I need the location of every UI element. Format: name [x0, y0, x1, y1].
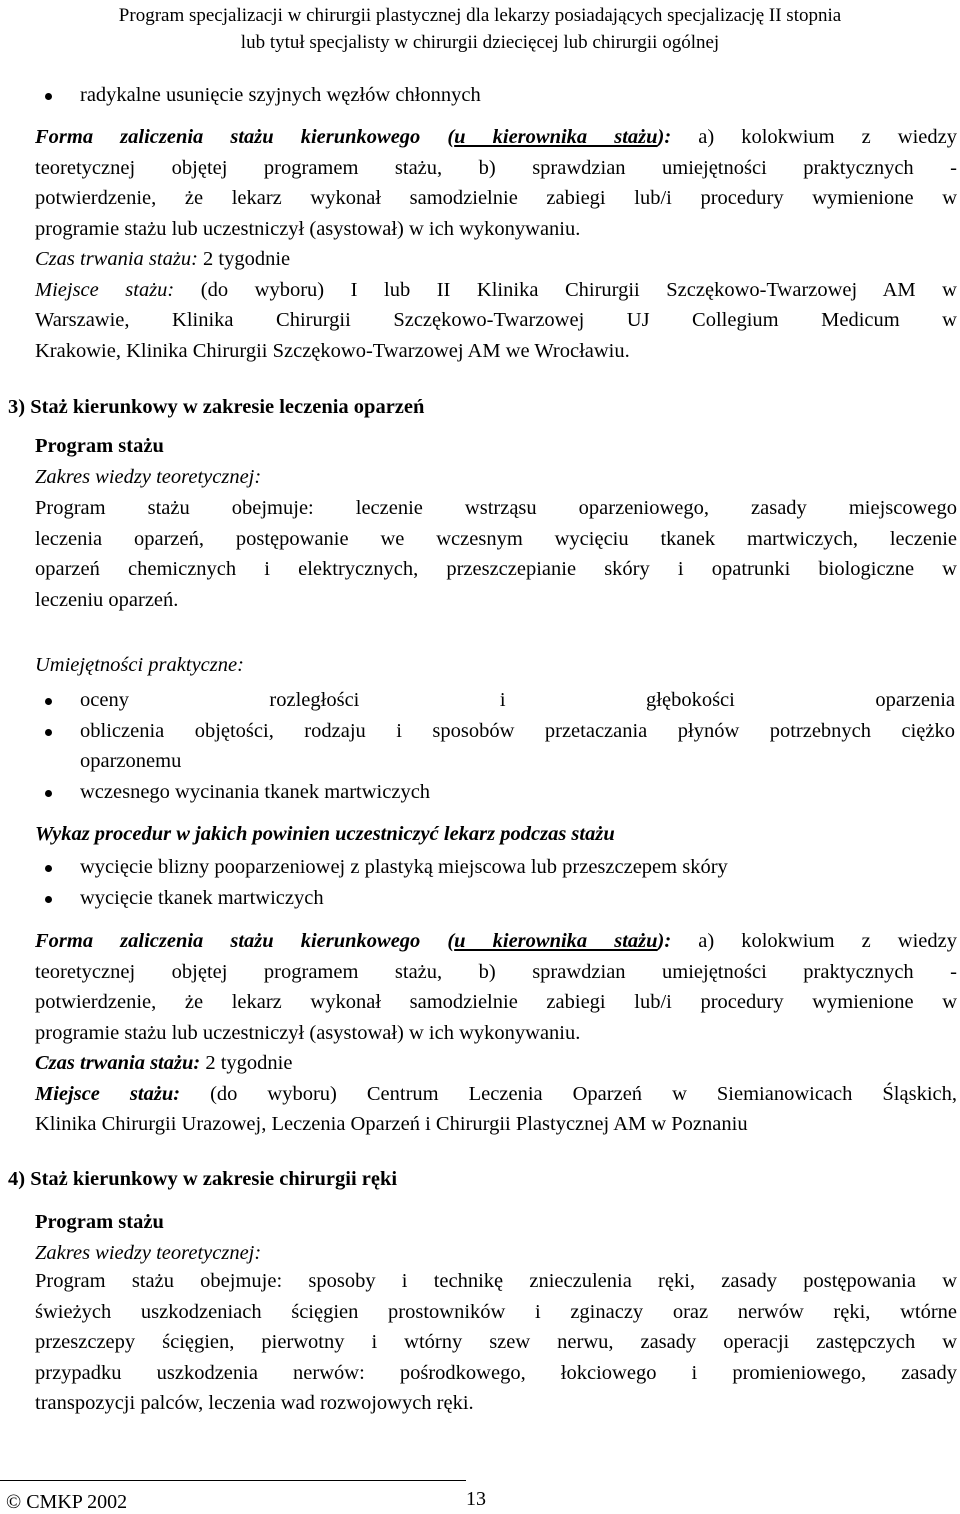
procedury-list [35, 852, 955, 913]
forma-line-1 [35, 122, 957, 153]
miejsce-line-1 [35, 1079, 957, 1110]
forma-text: a) kolokwium z wiedzy [671, 930, 958, 952]
czas-trwania-line [35, 244, 957, 275]
footer-copyright: © CMKP 2002 [6, 1491, 128, 1513]
forma-text: a) kolokwium z wiedzy [671, 126, 958, 148]
czas-value: 2 tygodnie [197, 248, 291, 270]
bullet-icon [45, 729, 52, 736]
forma-label-end: ): [657, 126, 672, 148]
section-3-wykaz-label: Wykaz procedur w jakich powinien uczestniczyć lekarz podczas stażu [35, 823, 615, 845]
page-number: 13 [466, 1488, 486, 1510]
zakres-line-4: leczeniu oparzeń. [35, 588, 179, 611]
bullet-icon [45, 698, 52, 705]
page-header-line-1: Program specjalizacji w chirurgii plastycznej dla lekarzy posiadających specjalizację II stopnia [118, 5, 842, 26]
bullet-icon [45, 790, 52, 797]
section-4-zakres-label: Zakres wiedzy teoretycznej: [35, 1242, 262, 1264]
list-item [35, 883, 955, 914]
list-item-text: obliczenia objętości, rodzaju i sposobów przetaczania płynów potrzebnych ciężko [80, 719, 955, 742]
forma-line-1 [35, 926, 957, 957]
list-item-text: oceny rozległości i głębokości oparzenia [80, 689, 955, 711]
bullet-icon [45, 865, 52, 872]
section-3-zakres-label: Zakres wiedzy teoretycznej: [35, 466, 262, 488]
zakres-line-5: transpozycji palców, leczenia wad rozwojowych ręki. [35, 1392, 474, 1414]
miejsce-line-1 [35, 275, 957, 306]
zakres-line-4: przypadku uszkodzenia nerwów: pośrodkowego, łokciowego i promieniowego, zasady [35, 1361, 957, 1384]
footer-divider [0, 1480, 466, 1481]
forma-line-3: potwierdzenie, że lekarz wykonał samodzielnie zabiegi lub/i procedury wymienione w [35, 991, 957, 1013]
list-item-text: wycięcie blizny pooparzeniowej z plastyką miejscowa lub przeszczepem skóry [80, 856, 728, 878]
miejsce-line-2: Warszawie, Klinika Chirurgii Szczękowo-Twarzowej UJ Collegium Medicum w [35, 309, 957, 331]
zakres-line-3: przeszczepy ścięgien, pierwotny i wtórny szew nerwu, zasady operacji zastępczych w [35, 1331, 957, 1353]
zakres-line-1: Program stażu obejmuje: leczenie wstrząsu oparzeniowego, zasady miejscowego [35, 497, 957, 519]
zakres-line-2: leczenia oparzeń, postępowanie we wczesnym wycięciu tkanek martwiczych, leczenie [35, 527, 957, 550]
czas-trwania-line [35, 1048, 957, 1079]
list-item [35, 777, 955, 808]
miejsce-line-3: Krakowie, Klinika Chirurgii Szczękowo-Twarzowej AM we Wrocławiu. [35, 339, 630, 362]
bullet-icon [45, 93, 52, 100]
list-item [35, 716, 955, 747]
list-item [35, 80, 955, 111]
miejsce-label: Miejsce stażu: [35, 278, 175, 301]
miejsce-text: (do wyboru) Centrum Leczenia Oparzeń w Siemianowicach Śląskich, [180, 1082, 957, 1105]
list-item-text: radykalne usunięcie szyjnych węzłów chłonnych [80, 84, 481, 106]
forma-line-2: teoretycznej objętej programem stażu, b) sprawdzian umiejętności praktycznych - [35, 960, 957, 983]
forma-line-3: potwierdzenie, że lekarz wykonał samodzielnie zabiegi lub/i procedury wymienione w [35, 187, 957, 209]
forma-line-2: teoretycznej objętej programem stażu, b) sprawdzian umiejętności praktycznych - [35, 156, 957, 179]
forma-zaliczenia-block-s3 [35, 926, 957, 1140]
forma-line-4: programie stażu lub uczestniczył (asystował) w ich wykonywaniu. [35, 217, 581, 240]
bullet-icon [45, 896, 52, 903]
section-3-zakres-text [35, 493, 957, 615]
forma-label-underlined: u kierownika stażu [454, 930, 658, 952]
czas-label: Czas trwania stażu: [35, 248, 198, 270]
miejsce-text: (do wyboru) I lub II Klinika Chirurgii Szczękowo-Twarzowej AM w [174, 278, 957, 301]
section-3-program-title: Program stażu [35, 435, 164, 457]
list-item-continuation [35, 746, 955, 777]
forma-label: Forma zaliczenia stażu kierunkowego ( [35, 930, 455, 952]
forma-label-underlined: u kierownika stażu [454, 126, 658, 148]
list-item-text: wycięcie tkanek martwiczych [80, 886, 324, 909]
zakres-line-2: świeżych uszkodzeniach ścięgien prostowników i zginaczy oraz nerwów ręki, wtórne [35, 1300, 957, 1323]
section-4-zakres-text [35, 1266, 957, 1419]
forma-line-4: programie stażu lub uczestniczył (asystował) w ich wykonywaniu. [35, 1021, 581, 1044]
page-header-line-2: lub tytuł specjalisty w chirurgii dziecięcej lub chirurgii ogólnej [240, 32, 720, 53]
list-item [35, 852, 955, 883]
list-item-text: wczesnego wycinania tkanek martwiczych [80, 780, 431, 803]
miejsce-label: Miejsce stażu: [35, 1082, 181, 1105]
section-3-heading: 3) Staż kierunkowy w zakresie leczenia oparzeń [8, 396, 425, 418]
list-item-text: oparzonemu [80, 750, 182, 772]
czas-label: Czas trwania stażu: [35, 1052, 201, 1074]
forma-label: Forma zaliczenia stażu kierunkowego ( [35, 126, 455, 148]
umiejetnosci-list [35, 685, 955, 807]
forma-label-end: ): [657, 930, 672, 952]
zakres-line-3: oparzeń chemicznych i elektrycznych, przeszczepianie skóry i opatrunki biologiczne w [35, 558, 957, 580]
forma-zaliczenia-block-s2 [35, 122, 957, 366]
list-item [35, 685, 955, 716]
miejsce-line-2: Klinika Chirurgii Urazowej, Leczenia Oparzeń i Chirurgii Plastycznej AM w Poznaniu [35, 1113, 748, 1135]
section-3-umiejetnosci-label: Umiejętności praktyczne: [35, 654, 244, 676]
czas-value: 2 tygodnie [200, 1052, 293, 1074]
bullet-list-section2 [35, 80, 955, 111]
section-4-program-title: Program stażu [35, 1211, 164, 1233]
zakres-line-1: Program stażu obejmuje: sposoby i technikę znieczulenia ręki, zasady postępowania w [35, 1270, 957, 1292]
section-4-heading: 4) Staż kierunkowy w zakresie chirurgii ręki [8, 1168, 398, 1190]
